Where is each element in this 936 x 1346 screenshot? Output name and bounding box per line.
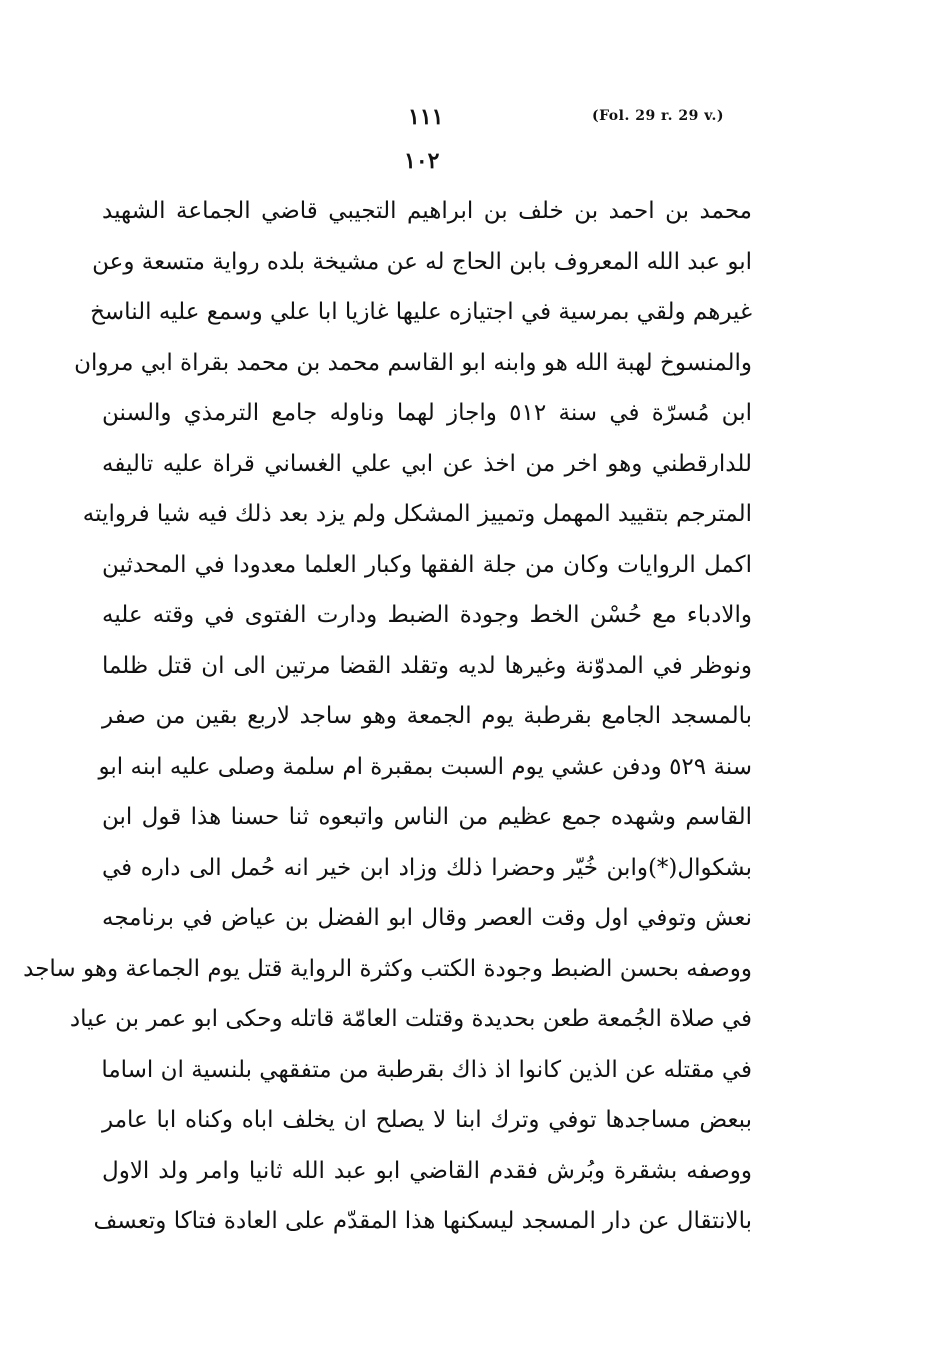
- text-line: ابن مُسرّة في سنة ٥١٢ واجاز لهما وناوله جامع الترمذي والسنن: [102, 400, 752, 426]
- body-text: [23, 186, 752, 1247]
- text-line: ووصفه بحسن الضبط وجودة الكتب وكثرة الرواية قتل يوم الجماعة وهو ساجد: [23, 955, 752, 982]
- text-line: للدارقطني وهو اخر من اخذ عن ابي علي الغساني قراة عليه تاليفه: [102, 450, 752, 477]
- text-line: في مقتله عن الذين كانوا اذ ذاك بقرطبة من متفقهي بلنسية ان اساما: [101, 1056, 752, 1083]
- entry-number: ١٠٢: [404, 148, 440, 174]
- folio-reference: (Fol. 29 r. 29 v.): [592, 108, 724, 124]
- text-line: غيرهم ولقي بمرسية في اجتيازه عليها غازيا ابا علي وسمع عليه الناسخ: [90, 299, 752, 325]
- text-line: والمنسوخ لهبة الله هو وابنه ابو القاسم محمد بن محمد بقراة ابي مروان: [74, 349, 752, 376]
- text-line: نعش وتوفي اول وقت العصر وقال ابو الفضل بن عياض في برنامجه: [102, 905, 752, 931]
- text-line: اكمل الروايات وكان من جلة الفقها وكبار العلما معدودا في المحدثين: [102, 551, 752, 578]
- text-line: القاسم وشهده جمع عظيم من الناس واتبعوه ثنا حسنا هذا قول ابن: [102, 804, 752, 830]
- text-line: ابو عبد الله المعروف بابن الحاج له عن مشيخة بلده رواية متسعة وعن: [92, 248, 752, 275]
- text-line: المترجم بتقييد المهمل وتمييز المشكل ولم يزد بعد ذلك فيه شيا فروايته: [82, 501, 752, 527]
- text-line: ونوظر في المدوّنة وغيرها لديه وتقلد القضا مرتين الى ان قتل ظلما: [102, 652, 752, 679]
- text-line: ببعض مساجدها توفي وترك ابنا لا يصلح ان يخلف اباه وكناه ابا عامر: [102, 1107, 752, 1133]
- text-line: بشكوال(*)وابن خُيّر وحضرا ذلك وزاد ابن خير انه حُمل الى داره في: [102, 854, 752, 881]
- text-line: ووصفه بشقرة وبُرش فقدم القاضي ابو عبد الله ثانيا وامر ولد الاول: [102, 1157, 752, 1184]
- text-line: والادباء مع حُسْن الخط وجودة الضبط ودارت الفتوى في وقته عليه: [102, 602, 752, 628]
- text-line: بالانتقال عن دار المسجد ليسكنها هذا المقدّم على العادة فتاكا وتعسف: [93, 1208, 752, 1234]
- text-line: سنة ٥٢٩ ودفن عشي يوم السبت بمقبرة ام سلمة وصلى عليه ابنه ابو: [98, 753, 752, 780]
- text-line: بالمسجد الجامع بقرطبة يوم الجمعة وهو ساجد لاربع بقين من صفر: [102, 703, 752, 729]
- page-number: ١١١: [408, 104, 444, 130]
- text-line: محمد بن احمد بن خلف بن ابراهيم التجيبي قاضي الجماعة الشهيد: [102, 198, 752, 224]
- text-line: في صلاة الجُمعة طعن بحديدة وقتلت العامّة قاتله وحكى ابو عمر بن عياد: [69, 1006, 752, 1032]
